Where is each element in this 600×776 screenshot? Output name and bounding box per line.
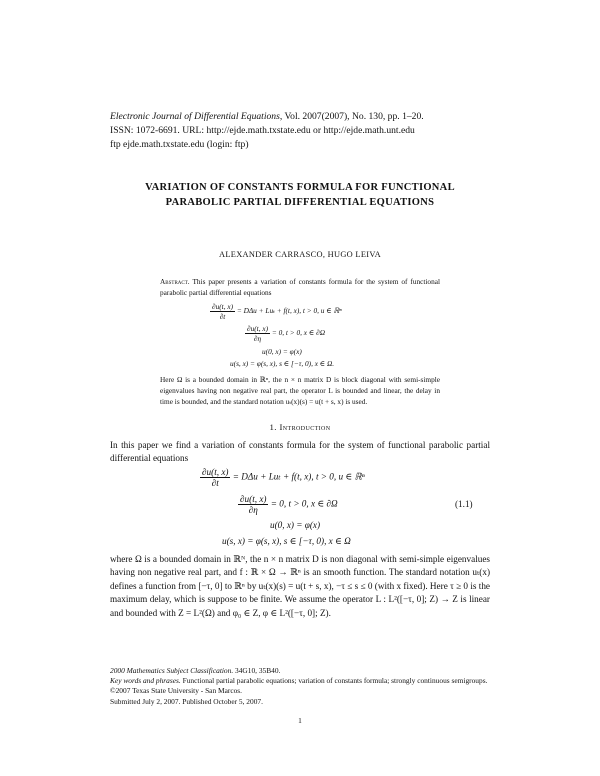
page-number: 1 [298, 716, 302, 725]
copyright: ©2007 Texas State University - San Marcos. [110, 686, 243, 696]
journal-citation: Electronic Journal of Differential Equations, Vol. 2007(2007), No. 130, pp. 1–20. [110, 111, 424, 122]
abstract-equation-3: u(0, x) = φ(x) [262, 347, 302, 356]
intro-equation-2: $\frac{\partial u(t, x)}{\partial\eta}$ = 0, t > 0, x ∈ ∂Ω [240, 494, 338, 515]
journal-name: Electronic Journal of Differential Equations [110, 111, 280, 122]
abstract-equation-4: u(s, x) = φ(s, x), s ∈ [−τ, 0), x ∈ Ω. [230, 359, 335, 368]
section-heading: 1. Introduction [269, 422, 331, 432]
keywords: Key words and phrases. Functional partial parabolic equations; variation of constants formula; strongly continuous semigroups. [110, 676, 488, 686]
intro-paragraph-1: In this paper we find a variation of constants formula for the system of functional parabolic partial differential equations [110, 440, 490, 464]
submission-dates: Submitted July 2, 2007. Published October 5, 2007. [110, 696, 263, 706]
issn-line: ISSN: 1072-6691. URL: http://ejde.math.txstate.edu or http://ejde.math.unt.edu [110, 125, 415, 136]
msc-classification: 2000 Mathematics Subject Classification. 34G10, 35B40. [110, 666, 281, 675]
abstract-equation-2: $\frac{\partial u(t, x)}{\partial\eta}$ = 0, t > 0, x ∈ ∂Ω [247, 324, 325, 343]
footnotes [110, 666, 490, 707]
abstract-intro: Abstract. This paper presents a variation of constants formula for the system of functional parabolic partial differential equations [160, 277, 440, 297]
intro-equation-1: $\frac{\partial u(t, x)}{\partial t}$ = DΔu + Luₜ + f(t, x), t > 0, u ∈ ℝⁿ [202, 467, 365, 488]
abstract-closing: Here Ω is a bounded domain in ℝⁿ, the n × n matrix D is block diagonal with semi-simple eigenvalues having non negative real part, the operator L is bounded and linear, the delay in time is bounded, and the standard notation uₜ(x)(s) = u(t + s, x) is used. [160, 375, 440, 406]
intro-equation-4: u(s, x) = φ(s, x), s ∈ [−τ, 0), x ∈ Ω [222, 536, 351, 546]
intro-equation-3: u(0, x) = φ(x) [270, 520, 321, 530]
abstract-equation-1: $\frac{\partial u(t, x)}{\partial t}$ = DΔu + Luₜ + f(t, x), t > 0, u ∈ ℝⁿ [212, 302, 342, 321]
equation-number: (1.1) [455, 499, 473, 509]
intro-paragraph-2: where Ω is a bounded domain in ℝᴺ, the n × n matrix D is non diagonal with semi-simple eigenvalues having non negative real part, and f : ℝ × Ω → ℝⁿ is an smooth function. The standard notation uₜ(x) defines a function from [−τ, 0] to ℝⁿ by uₜ(x)(s) = u(t + s, x), −τ ≤ s ≤ 0 (with x fixed). Here τ ≥ 0 is the maximum delay, which is suppose to be finite. We assume the operator L : L²([−τ, 0]; Z) → Z is linear and bounded with Z = L²(Ω) and φ₀ ∈ Z, φ ∈ L²([−τ, 0]; Z). [110, 554, 490, 618]
authors: ALEXANDER CARRASCO, HUGO LEIVA [219, 250, 381, 259]
ftp-line: ftp ejde.math.txstate.edu (login: ftp) [110, 139, 249, 150]
journal-header [110, 110, 424, 152]
paper-title: VARIATION OF CONSTANTS FORMULA FOR FUNCTIONAL PARABOLIC PARTIAL DIFFERENTIAL EQUATIONS [145, 182, 455, 208]
